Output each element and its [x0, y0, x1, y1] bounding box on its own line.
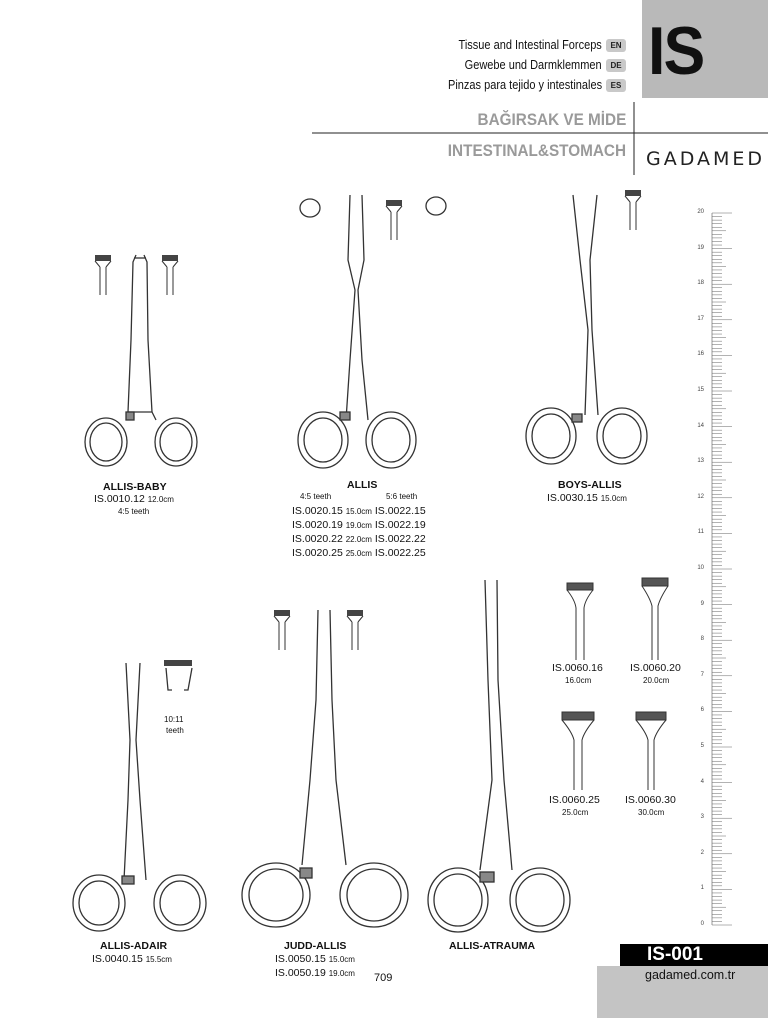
ruler-label: 7: [700, 671, 704, 678]
atrauma-code-30: IS.0060.30: [625, 794, 676, 806]
lang-tag-de: DE: [606, 59, 626, 72]
ruler-label: 8: [700, 636, 704, 643]
allis-baby-size: 12.0cm: [147, 495, 174, 504]
ruler-label: 2: [700, 849, 704, 856]
allis-adair-tip-detail: [164, 660, 192, 666]
atrauma-jaw-20: [642, 578, 668, 660]
allis-size: 25.0cm: [345, 549, 372, 558]
atrauma-size-25: 25.0cm: [562, 808, 589, 817]
allis-row-2: [292, 519, 426, 531]
title-en: Tissue and Intestinal Forceps: [458, 38, 602, 52]
judd-allis-size: 15.0cm: [328, 955, 355, 964]
allis-baby-illustration: [85, 255, 197, 466]
atrauma-jaw-30: [636, 712, 666, 790]
allis-atrauma-illustration: [428, 580, 570, 932]
title-de: Gewebe und Darmklemmen: [465, 58, 602, 72]
allis-name: ALLIS: [347, 479, 378, 491]
ruler-label: 15: [697, 387, 704, 393]
boys-allis-code-line: [547, 492, 627, 504]
boys-allis-illustration: [526, 195, 647, 464]
allis-row-4: [292, 547, 426, 559]
allis-baby-tip-left: [95, 255, 111, 295]
allis-adair-teeth-label: teeth: [166, 726, 184, 735]
allis-adair-name: ALLIS-ADAIR: [100, 940, 168, 952]
page-number: 709: [374, 972, 393, 984]
allis-baby-code: IS.0010.12: [94, 493, 145, 505]
allis-code-a: IS.0020.15: [292, 505, 343, 517]
brand-logo: GADAMED: [646, 148, 766, 170]
atrauma-code-20: IS.0060.20: [630, 662, 681, 674]
allis-baby-code-line: [94, 493, 174, 505]
allis-row-1: [292, 505, 426, 517]
ruler-label: 5: [700, 743, 704, 749]
judd-allis-tip-right: [347, 610, 363, 650]
judd-allis-name: JUDD-ALLIS: [284, 940, 347, 952]
allis-col2-header: 5:6 teeth: [386, 492, 418, 501]
allis-code-b: IS.0022.25: [374, 547, 426, 559]
ruler-label: 11: [697, 529, 704, 536]
website-url: gadamed.com.tr: [645, 968, 736, 982]
allis-baby-teeth: 4:5 teeth: [118, 507, 150, 516]
allis-size: 15.0cm: [345, 507, 372, 516]
allis-code-b: IS.0022.22: [374, 533, 426, 545]
allis-adair-size: 15.5cm: [145, 955, 172, 964]
allis-row-3: [292, 533, 426, 545]
ruler-label: 9: [700, 600, 704, 607]
allis-adair-code-line: [92, 953, 172, 965]
category-title-en: INTESTINAL&STOMACH: [447, 141, 626, 160]
ruler-label: 17: [697, 315, 704, 322]
ruler-label: 0: [700, 921, 704, 927]
judd-allis-code-line-2: [275, 967, 355, 979]
boys-allis-tip-detail: [625, 190, 641, 230]
allis-size: 22.0cm: [345, 535, 372, 544]
judd-allis-size: 19.0cm: [328, 969, 355, 978]
ruler-label: 19: [697, 244, 704, 251]
lang-tag-es: ES: [606, 79, 626, 92]
judd-allis-code: IS.0050.19: [275, 967, 326, 979]
allis-tip-detail: [386, 200, 402, 240]
atrauma-code-25: IS.0060.25: [549, 794, 600, 806]
atrauma-size-30: 30.0cm: [638, 808, 665, 817]
category-title-tr: BAĞIRSAK VE MİDE: [477, 110, 626, 129]
atrauma-size-20: 20.0cm: [643, 676, 670, 685]
allis-col1-header: 4:5 teeth: [300, 492, 332, 501]
ruler-label: 3: [700, 814, 704, 821]
section-code: IS: [648, 13, 704, 89]
allis-code-a: IS.0020.25: [292, 547, 343, 559]
title-es: Pinzas para tejido y intestinales: [447, 78, 602, 92]
page-id: IS-001: [647, 944, 703, 965]
measurement-ruler: [690, 205, 740, 935]
judd-allis-code-line-1: [275, 953, 355, 965]
atrauma-jaw-25: [562, 712, 594, 790]
allis-baby-tip-right: [162, 255, 178, 295]
allis-code-b: IS.0022.19: [374, 519, 426, 531]
boys-allis-size: 15.0cm: [600, 494, 627, 503]
ruler-label: 12: [697, 493, 704, 500]
allis-code-a: IS.0020.19: [292, 519, 343, 531]
allis-baby-name: ALLIS-BABY: [103, 481, 167, 493]
allis-code-a: IS.0020.22: [292, 533, 343, 545]
ruler-label: 4: [700, 778, 704, 785]
judd-allis-tip-left: [274, 610, 290, 650]
lang-tag-en: EN: [606, 39, 626, 52]
boys-allis-name: BOYS-ALLIS: [558, 479, 622, 491]
ruler-label: 18: [697, 280, 704, 287]
allis-atrauma-name: ALLIS-ATRAUMA: [449, 940, 536, 952]
allis-adair-teeth-count: 10:11: [164, 715, 184, 724]
allis-illustration: [298, 195, 446, 468]
ruler-label: 6: [700, 707, 704, 714]
judd-allis-illustration: [242, 610, 408, 927]
atrauma-size-16: 16.0cm: [565, 676, 592, 685]
ruler-label: 1: [700, 885, 704, 892]
allis-adair-code: IS.0040.15: [92, 953, 143, 965]
ruler-label: 10: [697, 565, 704, 571]
boys-allis-code: IS.0030.15: [547, 492, 598, 504]
atrauma-jaw-16: [567, 583, 593, 660]
ruler-label: 16: [697, 351, 704, 358]
allis-code-b: IS.0022.15: [374, 505, 426, 517]
ruler-label: 14: [697, 422, 704, 429]
allis-size: 19.0cm: [345, 521, 372, 530]
judd-allis-code: IS.0050.15: [275, 953, 326, 965]
ruler-label: 20: [697, 209, 704, 215]
atrauma-code-16: IS.0060.16: [552, 662, 603, 674]
allis-adair-illustration: [73, 663, 206, 931]
ruler-label: 13: [697, 458, 704, 465]
